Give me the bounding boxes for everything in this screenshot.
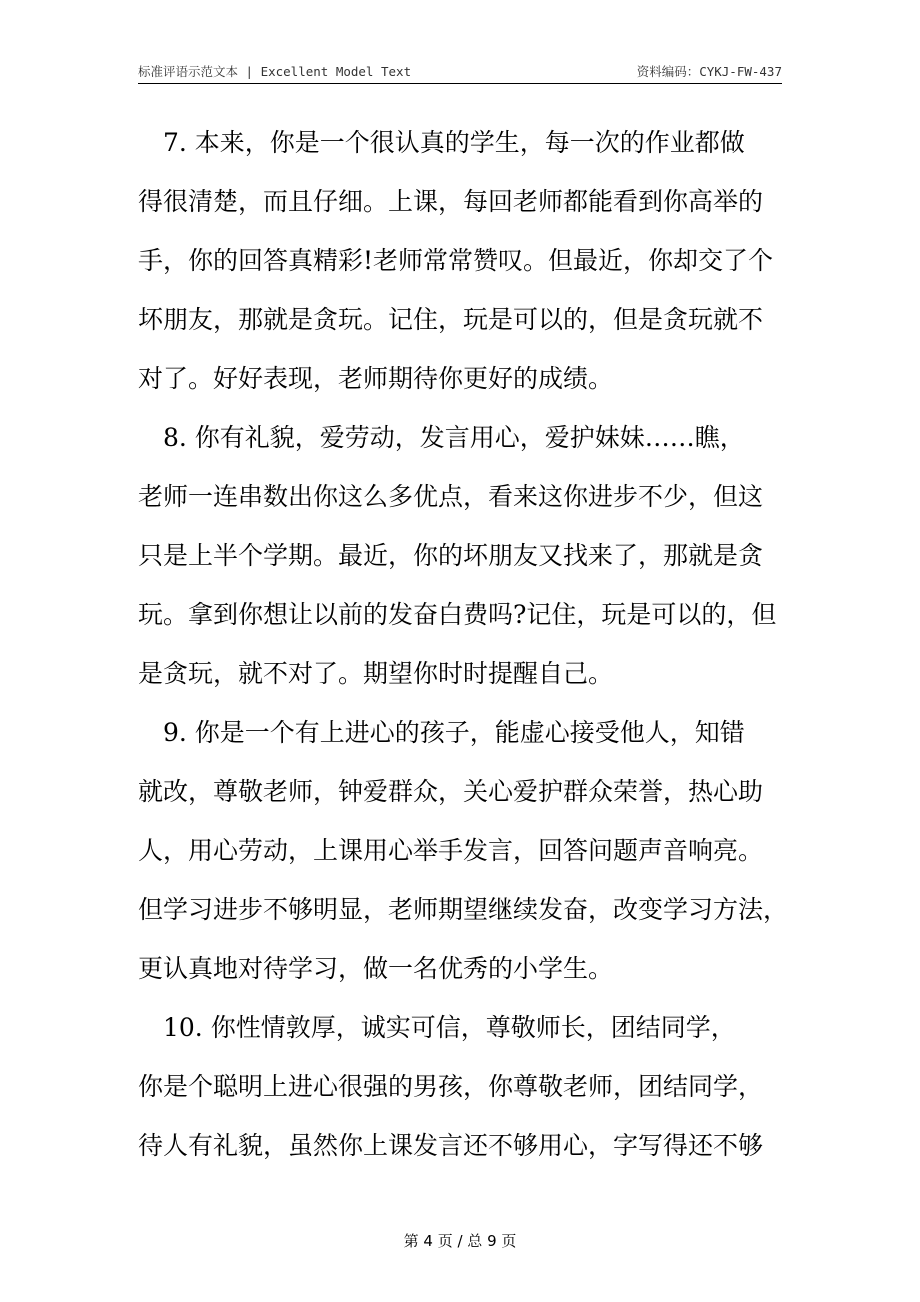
paragraph-8: [138, 408, 784, 703]
text-line: 得很清楚，而且仔细。上课，每回老师都能看到你高举的: [138, 187, 764, 216]
text-line: 手，你的回答真精彩!老师常常赞叹。但最近，你却交了个: [138, 246, 774, 275]
text-line: 就改，尊敬老师，钟爱群众，关心爱护群众荣誉，热心助: [138, 777, 764, 806]
text-line: 人，用心劳动，上课用心举手发言，回答问题声音响亮。: [138, 836, 764, 865]
text-line: 是贪玩，就不对了。期望你时时提醒自己。: [138, 659, 614, 688]
text-line: 更认真地对待学习，做一名优秀的小学生。: [138, 954, 614, 983]
header-title: 标准评语示范文本 | Excellent Model Text: [138, 64, 412, 79]
text-line: 待人有礼貌，虽然你上课发言还不够用心，字写得还不够: [138, 1131, 764, 1160]
text-line: 老师一连串数出你这么多优点，看来这你进步不少，但这: [138, 482, 764, 511]
page-number: 第 4 页 / 总 9 页: [403, 1232, 517, 1250]
text-line: 只是上半个学期。最近，你的坏朋友又找来了，那就是贪: [138, 541, 764, 570]
text-line: 但学习进步不够明显，老师期望继续发奋，改变学习方法，: [138, 895, 789, 924]
page-header: [138, 62, 782, 82]
paragraph-7: [138, 113, 784, 408]
paragraph-10: [138, 998, 784, 1175]
page-footer: [0, 1230, 920, 1251]
paragraph-9: [138, 703, 789, 998]
text-line: 7. 本来，你是一个很认真的学生，每一次的作业都做: [138, 128, 745, 157]
text-line: 坏朋友，那就是贪玩。记住，玩是可以的，但是贪玩就不: [138, 305, 764, 334]
header-doc-code: 资料编码：CYKJ-FW-437: [636, 64, 782, 79]
text-line: 玩。拿到你想让以前的发奋白费吗?记住，玩是可以的，但: [138, 600, 777, 629]
header-divider: [138, 83, 782, 84]
text-line: 对了。好好表现，老师期待你更好的成绩。: [138, 364, 614, 393]
text-line: 10. 你性情敦厚，诚实可信，尊敬师长，团结同学，: [138, 1013, 736, 1042]
document-body: [138, 113, 789, 1175]
text-line: 8. 你有礼貌，爱劳动，发言用心，爱护妹妹……瞧，: [138, 423, 745, 452]
text-line: 9. 你是一个有上进心的孩子，能虚心接受他人，知错: [138, 718, 745, 747]
text-line: 你是个聪明上进心很强的男孩，你尊敬老师，团结同学，: [138, 1072, 764, 1101]
